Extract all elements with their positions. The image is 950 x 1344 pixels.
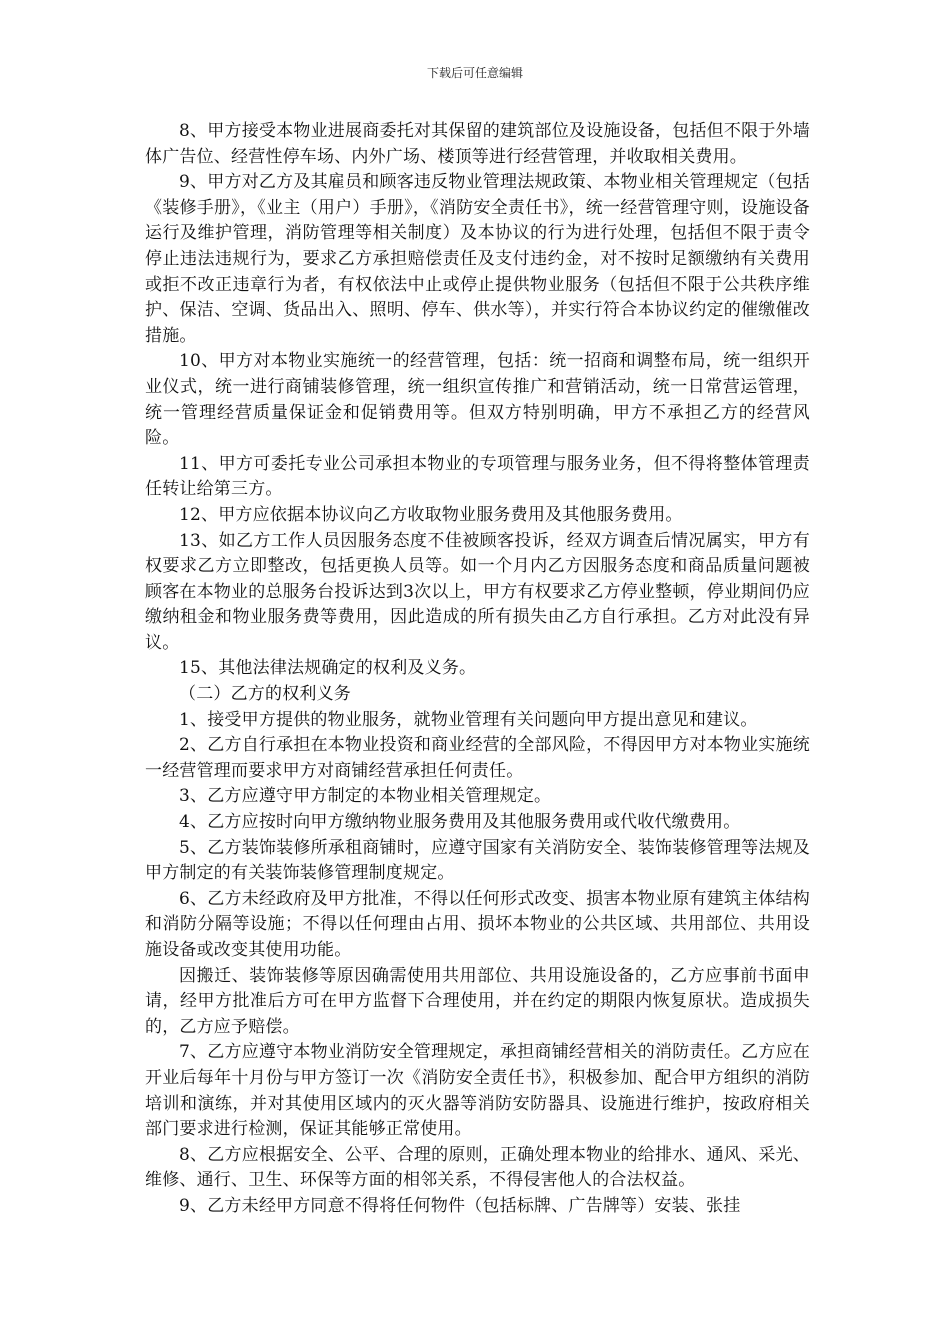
paragraph: 8、甲方接受本物业进展商委托对其保留的建筑部位及设施设备，包括但不限于外墙体广告位、经营性停车场、内外广场、楼顶等进行经营管理，并收取相关费用。 xyxy=(145,121,810,167)
paragraph: 11、甲方可委托专业公司承担本物业的专项管理与服务业务，但不得将整体管理责任转让给第三方。 xyxy=(145,453,810,500)
paragraph: 3、乙方应遵守甲方制定的本物业相关管理规定。 xyxy=(179,786,552,807)
paragraph: 2、乙方自行承担在本物业投资和商业经营的全部风险，不得因甲方对本物业实施统一经营管理而要求甲方对商铺经营承担任何责任。 xyxy=(145,735,810,781)
paragraph: 13、如乙方工作人员因服务态度不佳被顾客投诉，经双方调查后情况属实，甲方有权要求乙方立即整改，包括更换人员等。如一个月内乙方因服务态度和商品质量问题被顾客在本物业的总服务台投诉达到3次以上，甲方有权要求乙方停业整顿，停业期间仍应缴纳租金和物业服务费等费用，因此造成的所有损失由乙方自行承担。乙方对此没有异议。 xyxy=(145,530,810,653)
paragraph: 12、甲方应依据本协议向乙方收取物业服务费用及其他服务费用。 xyxy=(179,504,683,525)
paragraph: 6、乙方未经政府及甲方批准，不得以任何形式改变、损害本物业原有建筑主体结构和消防分隔等设施；不得以任何理由占用、损坏本物业的公共区域、共用部位、共用设施设备或改变其使用功能。 xyxy=(145,888,810,960)
section-heading: （二）乙方的权利义务 xyxy=(179,684,351,705)
paragraph: 10、甲方对本物业实施统一的经营管理，包括：统一招商和调整布局，统一组织开业仪式，统一进行商铺装修管理，统一组织宣传推广和营销活动，统一日常营运管理，统一管理经营质量保证金和促销费用等。但双方特别明确，甲方不承担乙方的经营风险。 xyxy=(145,351,810,449)
page-header: 下载后可任意编辑 xyxy=(426,66,523,80)
paragraph: 8、乙方应根据安全、公平、合理的原则，正确处理本物业的给排水、通风、采光、维修、通行、卫生、环保等方面的相邻关系，不得侵害他人的合法权益。 xyxy=(145,1144,810,1191)
paragraph: 9、乙方未经甲方同意不得将任何物件（包括标牌、广告牌等）安装、张挂 xyxy=(179,1195,741,1216)
document-body xyxy=(145,119,810,1220)
paragraph: 7、乙方应遵守本物业消防安全管理规定，承担商铺经营相关的消防责任。乙方应在开业后每年十月份与甲方签订一次《消防安全责任书》，积极参加、配合甲方组织的消防培训和演练，并对其使用区域内的灭火器等消防安防器具、设施进行维护，按政府相关部门要求进行检测，保证其能够正常使用。 xyxy=(145,1042,810,1140)
paragraph: 5、乙方装饰装修所承租商铺时，应遵守国家有关消防安全、装饰装修管理等法规及甲方制定的有关装饰装修管理制度规定。 xyxy=(145,837,810,884)
paragraph: 4、乙方应按时向甲方缴纳物业服务费用及其他服务费用或代收代缴费用。 xyxy=(179,812,741,833)
paragraph: 1、接受甲方提供的物业服务，就物业管理有关问题向甲方提出意见和建议。 xyxy=(179,709,758,730)
paragraph: 15、其他法律法规确定的权利及义务。 xyxy=(179,658,477,679)
paragraph: 9、甲方对乙方及其雇员和顾客违反物业管理法规政策、本物业相关管理规定（包括《装修手册》，《业主（用户）手册》，《消防安全责任书》，统一经营管理守则，设施设备运行及维护管理，消防管理等相关制度）及本协议的行为进行处理，包括但不限于责令停止违法违规行为，要求乙方承担赔偿责任及支付违约金，对不按时足额缴纳有关费用或拒不改正违章行为者，有权依法中止或停止提供物业服务（包括但不限于公共秩序维护、保洁、空调、货品出入、照明、停车、供水等），并实行符合本协议约定的催缴催改措施。 xyxy=(145,172,810,346)
paragraph: 因搬迁、装饰装修等原因确需使用共用部位、共用设施设备的，乙方应事前书面申请，经甲方批准后方可在甲方监督下合理使用，并在约定的期限内恢复原状。造成损失的，乙方应予赔偿。 xyxy=(145,965,810,1037)
